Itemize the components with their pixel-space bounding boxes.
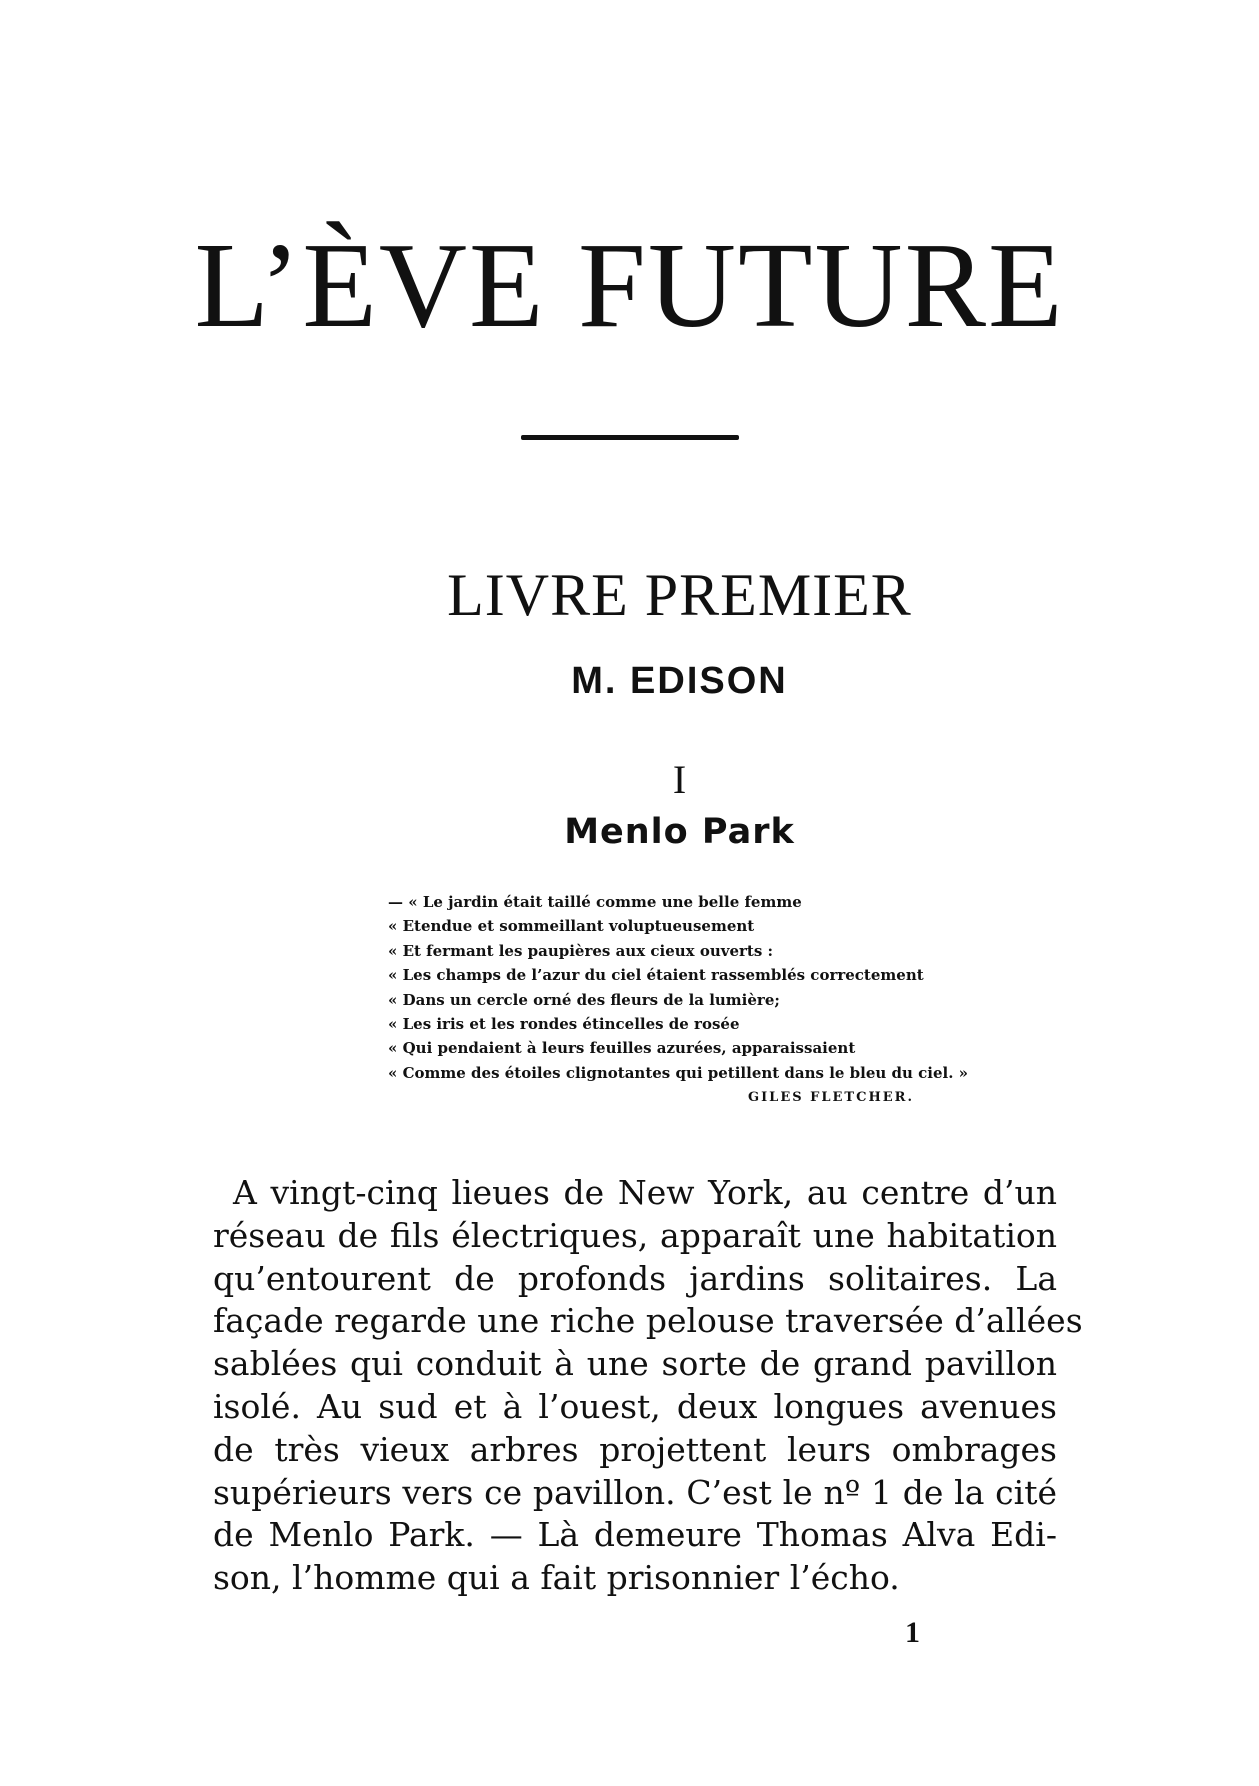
body-line: son, l’homme qui a fait prisonnier l’écho.: [213, 1558, 900, 1598]
epigraph-line: — « Le jardin était taillé comme une belle femme: [388, 893, 802, 911]
epigraph: [388, 890, 1068, 1085]
chapter-title: Menlo Park: [564, 812, 795, 852]
epigraph-line: « Les iris et les rondes étincelles de rosée: [388, 1015, 740, 1034]
body-line: réseau de fils électriques, apparaît une habitation: [213, 1215, 1057, 1255]
title-divider: [521, 435, 739, 440]
body-paragraph: [213, 1172, 1083, 1600]
body-line: A vingt-cinq lieues de New York, au centre d’un: [233, 1173, 1057, 1212]
chapter-number: I: [672, 757, 687, 802]
epigraph-line: « Et fermant les paupières aux cieux ouverts :: [388, 941, 774, 960]
body-line: qu’entourent de profonds jardins solitaires. La: [213, 1258, 1057, 1298]
epigraph-line: « Qui pendaient à leurs feuilles azurées, apparaissaient: [388, 1039, 856, 1058]
page-number: 1: [905, 1616, 920, 1649]
epigraph-line: « Les champs de l’azur du ciel étaient rassemblés correctement: [388, 966, 924, 985]
book-heading: LIVRE PREMIER: [447, 562, 912, 628]
body-line: supérieurs vers ce pavillon. C’est le nº 1 de la cité: [213, 1472, 1057, 1512]
book-subheading: M. EDISON: [571, 660, 788, 702]
body-line: sablées qui conduit à une sorte de grand pavillon: [213, 1344, 1057, 1384]
epigraph-line: « Dans un cercle orné des fleurs de la lumière;: [388, 990, 780, 1009]
epigraph-line: « Comme des étoiles clignotantes qui petillent dans le bleu du ciel. »: [388, 1063, 969, 1082]
body-line: façade regarde une riche pelouse traversée d’allées: [213, 1301, 1083, 1341]
book-title: L’ÈVE FUTURE: [194, 218, 1065, 353]
body-line: de Menlo Park. — Là demeure Thomas Alva Edi-: [213, 1515, 1057, 1555]
body-line: de très vieux arbres projettent leurs ombrages: [213, 1429, 1057, 1469]
body-line: isolé. Au sud et à l’ouest, deux longues avenues: [213, 1386, 1057, 1426]
epigraph-line: « Etendue et sommeillant voluptueusement: [388, 917, 755, 936]
epigraph-attribution: GILES FLETCHER.: [748, 1090, 914, 1105]
